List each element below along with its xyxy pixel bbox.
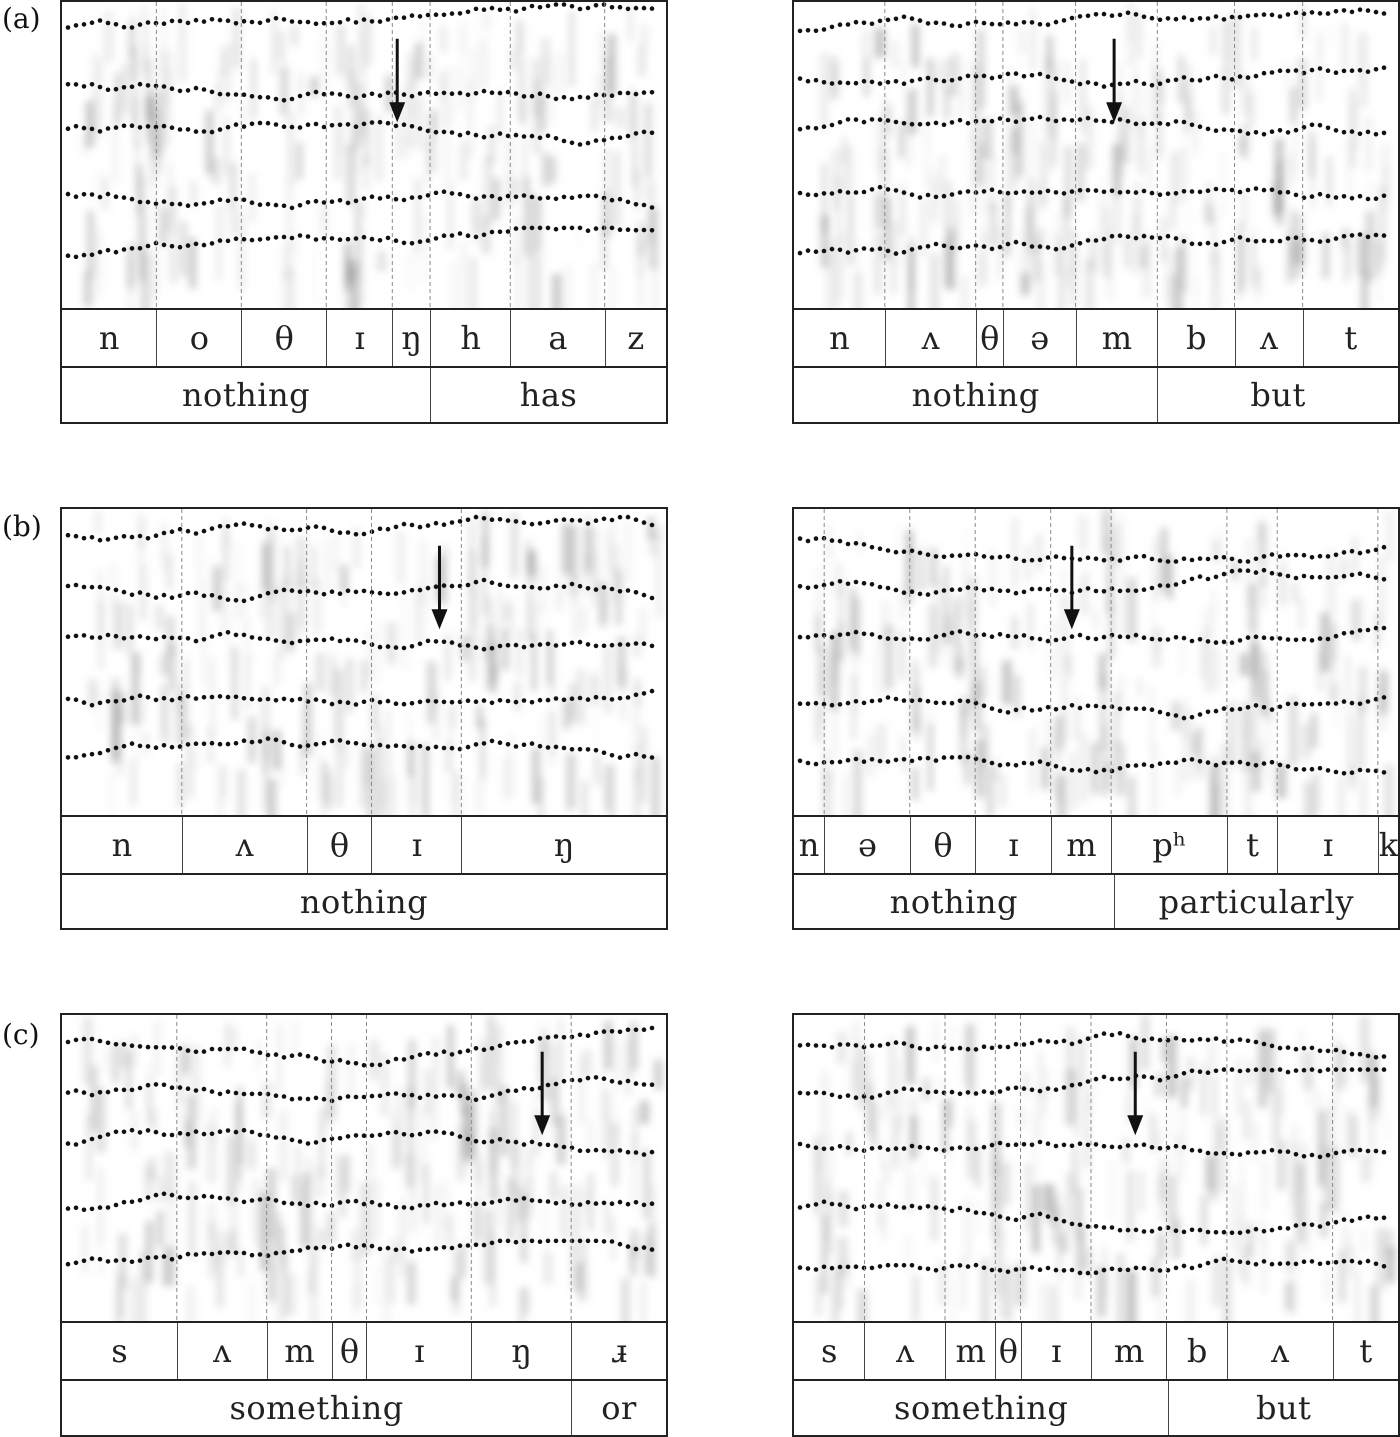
word-label: nothing	[911, 376, 1040, 414]
word-tier	[62, 1379, 666, 1435]
segment-label: ŋ	[471, 1323, 571, 1379]
word-tier	[62, 873, 666, 928]
segment-label: z	[605, 310, 666, 366]
spectrogram-panel-c-left	[60, 1013, 668, 1437]
segment-label: θ	[910, 817, 975, 873]
segment-label: t	[1333, 1323, 1398, 1379]
segment-label: n	[98, 319, 120, 357]
segment-label: m	[1091, 1323, 1167, 1379]
word-label: something	[229, 1389, 404, 1427]
segment-label: ʌ	[1227, 1323, 1333, 1379]
segment-tier	[62, 308, 666, 366]
spectral-energy-shading	[814, 1015, 1395, 1321]
segment-label: ɪ	[366, 1323, 471, 1379]
segment-label: θ	[307, 817, 372, 873]
word-label: nothing	[299, 882, 429, 921]
segment-label: ʌ	[885, 310, 976, 366]
segment-tier	[794, 815, 1398, 873]
segment-label: a	[510, 310, 604, 366]
word-label: but	[1168, 1381, 1398, 1435]
segment-label: o	[156, 310, 241, 366]
spectrogram	[62, 1015, 666, 1321]
segment-label: t	[1227, 817, 1277, 873]
segment-label: m	[1051, 817, 1111, 873]
panel-label-b: (b)	[2, 510, 42, 543]
word-label: nothing	[889, 882, 1018, 921]
segment-label: θ	[332, 1323, 367, 1379]
word-tier	[794, 366, 1398, 422]
spectrogram-panel-a-right	[792, 0, 1400, 424]
segment-label: ʌ	[1235, 310, 1303, 366]
spectral-energy-shading	[88, 511, 664, 815]
spectrogram-panel-a-left	[60, 0, 668, 424]
segment-label: m	[1076, 310, 1158, 366]
segment-label: n	[111, 826, 133, 864]
segment-label: ɪ	[1277, 817, 1378, 873]
segment-label: ɹ̵	[571, 1323, 666, 1379]
segment-tier	[794, 308, 1398, 366]
spectral-energy-shading	[82, 3, 658, 308]
word-tier	[62, 366, 666, 422]
word-tier	[794, 873, 1398, 928]
segment-label: b	[1157, 310, 1234, 366]
spectrogram	[794, 509, 1398, 815]
word-tier	[794, 1379, 1398, 1435]
segment-label: s	[821, 1332, 838, 1370]
segment-label: ə	[824, 817, 910, 873]
spectrogram	[794, 2, 1398, 308]
spectrogram	[794, 1015, 1398, 1321]
segment-tier	[62, 1321, 666, 1379]
segment-label: n	[798, 826, 820, 864]
word-label: or	[571, 1381, 666, 1435]
segment-label: ɪ	[1021, 1323, 1091, 1379]
segment-label: m	[267, 1323, 332, 1379]
segment-label: ŋ	[461, 817, 666, 873]
segment-label: θ	[241, 310, 326, 366]
segment-label: ʌ	[864, 1323, 945, 1379]
spectrogram	[62, 2, 666, 308]
word-label: particularly	[1114, 875, 1398, 928]
spectrogram-panel-c-right	[792, 1013, 1400, 1437]
segment-label: ə	[1003, 310, 1076, 366]
spectrogram	[62, 509, 666, 815]
segment-label: pʰ	[1111, 817, 1227, 873]
segment-label: m	[945, 1323, 995, 1379]
segment-label: ɪ	[975, 817, 1051, 873]
segment-label: ʌ	[182, 817, 307, 873]
segment-label: b	[1166, 1323, 1226, 1379]
spectrogram-panel-b-left	[60, 507, 668, 930]
word-label: but	[1157, 368, 1398, 422]
spectral-energy-shading	[819, 3, 1389, 308]
segment-label: n	[829, 319, 850, 357]
spectrogram-panel-b-right	[792, 507, 1400, 930]
segment-label: ŋ	[392, 310, 430, 366]
segment-tier	[794, 1321, 1398, 1379]
segment-label: h	[430, 310, 510, 366]
panel-label-c: (c)	[2, 1018, 40, 1051]
segment-label: t	[1303, 310, 1398, 366]
segment-label: ɪ	[326, 310, 392, 366]
word-label: has	[430, 368, 666, 422]
segment-label: θ	[976, 310, 1003, 366]
spectral-energy-shading	[82, 1015, 663, 1321]
panel-label-a: (a)	[2, 2, 41, 35]
segment-label: ɪ	[371, 817, 461, 873]
segment-label: ʌ	[177, 1323, 267, 1379]
segment-label: θ	[995, 1323, 1020, 1379]
word-label: something	[894, 1389, 1069, 1427]
word-label: nothing	[181, 376, 311, 414]
segment-tier	[62, 815, 666, 873]
segment-label: k	[1378, 817, 1398, 873]
segment-label: s	[111, 1332, 128, 1370]
